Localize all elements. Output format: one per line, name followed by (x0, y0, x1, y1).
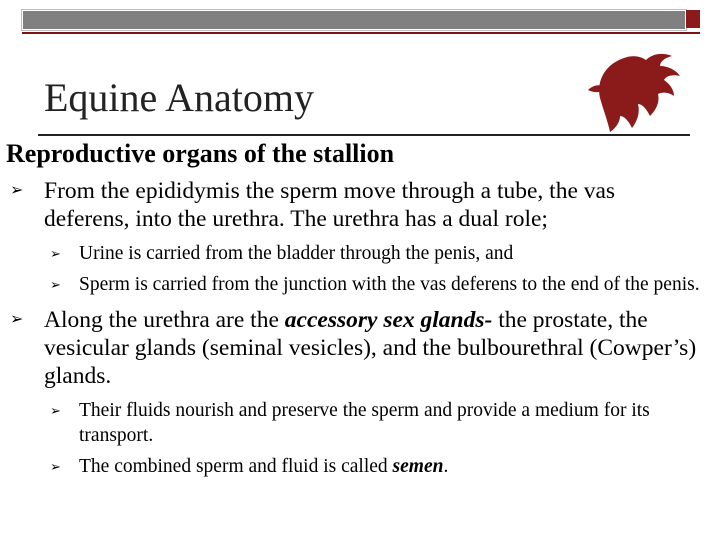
slide-title: Equine Anatomy (44, 75, 314, 120)
subbullet-item (0, 272, 720, 297)
arrowhead-bullet-icon: ➢ (50, 459, 61, 474)
bullet-item (0, 306, 720, 390)
top-decor-bar (22, 10, 700, 38)
subbullet-text-before: The combined sperm and fluid is called (79, 456, 393, 477)
section-subheading: Reproductive organs of the stallion (6, 139, 395, 168)
arrowhead-bullet-icon: ➢ (10, 311, 24, 328)
bullet-emphasis: accessory sex glands- (284, 307, 493, 333)
top-gray-band (22, 10, 686, 30)
arrowhead-bullet-icon: ➢ (50, 246, 61, 261)
subbullet-item (0, 454, 720, 479)
subbullet-emphasis: semen (392, 456, 444, 477)
top-accent-square (686, 10, 700, 28)
top-accent-rule (22, 32, 700, 34)
subbullet-item (0, 241, 720, 266)
arrowhead-bullet-icon: ➢ (10, 182, 24, 199)
subbullet-text: Sperm is carried from the junction with the vas deferens to the end of the penis. (79, 274, 700, 295)
bullet-group (0, 177, 720, 297)
subbullet-item (0, 398, 720, 448)
title-underline (38, 134, 690, 136)
bullet-list (0, 177, 720, 488)
bullet-item (0, 177, 720, 233)
bullet-text-before: Along the urethra are the (44, 307, 285, 333)
bullet-text-after: the prostate, the vesicular glands (seminal vesicles), and the bulbourethral (Cowper’s) glands. (44, 307, 697, 389)
subbullet-text-after: . (443, 456, 449, 477)
arrowhead-bullet-icon: ➢ (50, 403, 61, 418)
horse-head-logo (580, 50, 690, 132)
subbullet-text: Their fluids nourish and preserve the sperm and provide a medium for its transport. (79, 400, 650, 446)
bullet-text: From the epididymis the sperm move through a tube, the vas deferens, into the urethra. The urethra has a dual role; (44, 178, 616, 232)
subbullet-text: Urine is carried from the bladder through the penis, and (79, 243, 514, 264)
bullet-group (0, 306, 720, 479)
arrowhead-bullet-icon: ➢ (50, 277, 61, 292)
